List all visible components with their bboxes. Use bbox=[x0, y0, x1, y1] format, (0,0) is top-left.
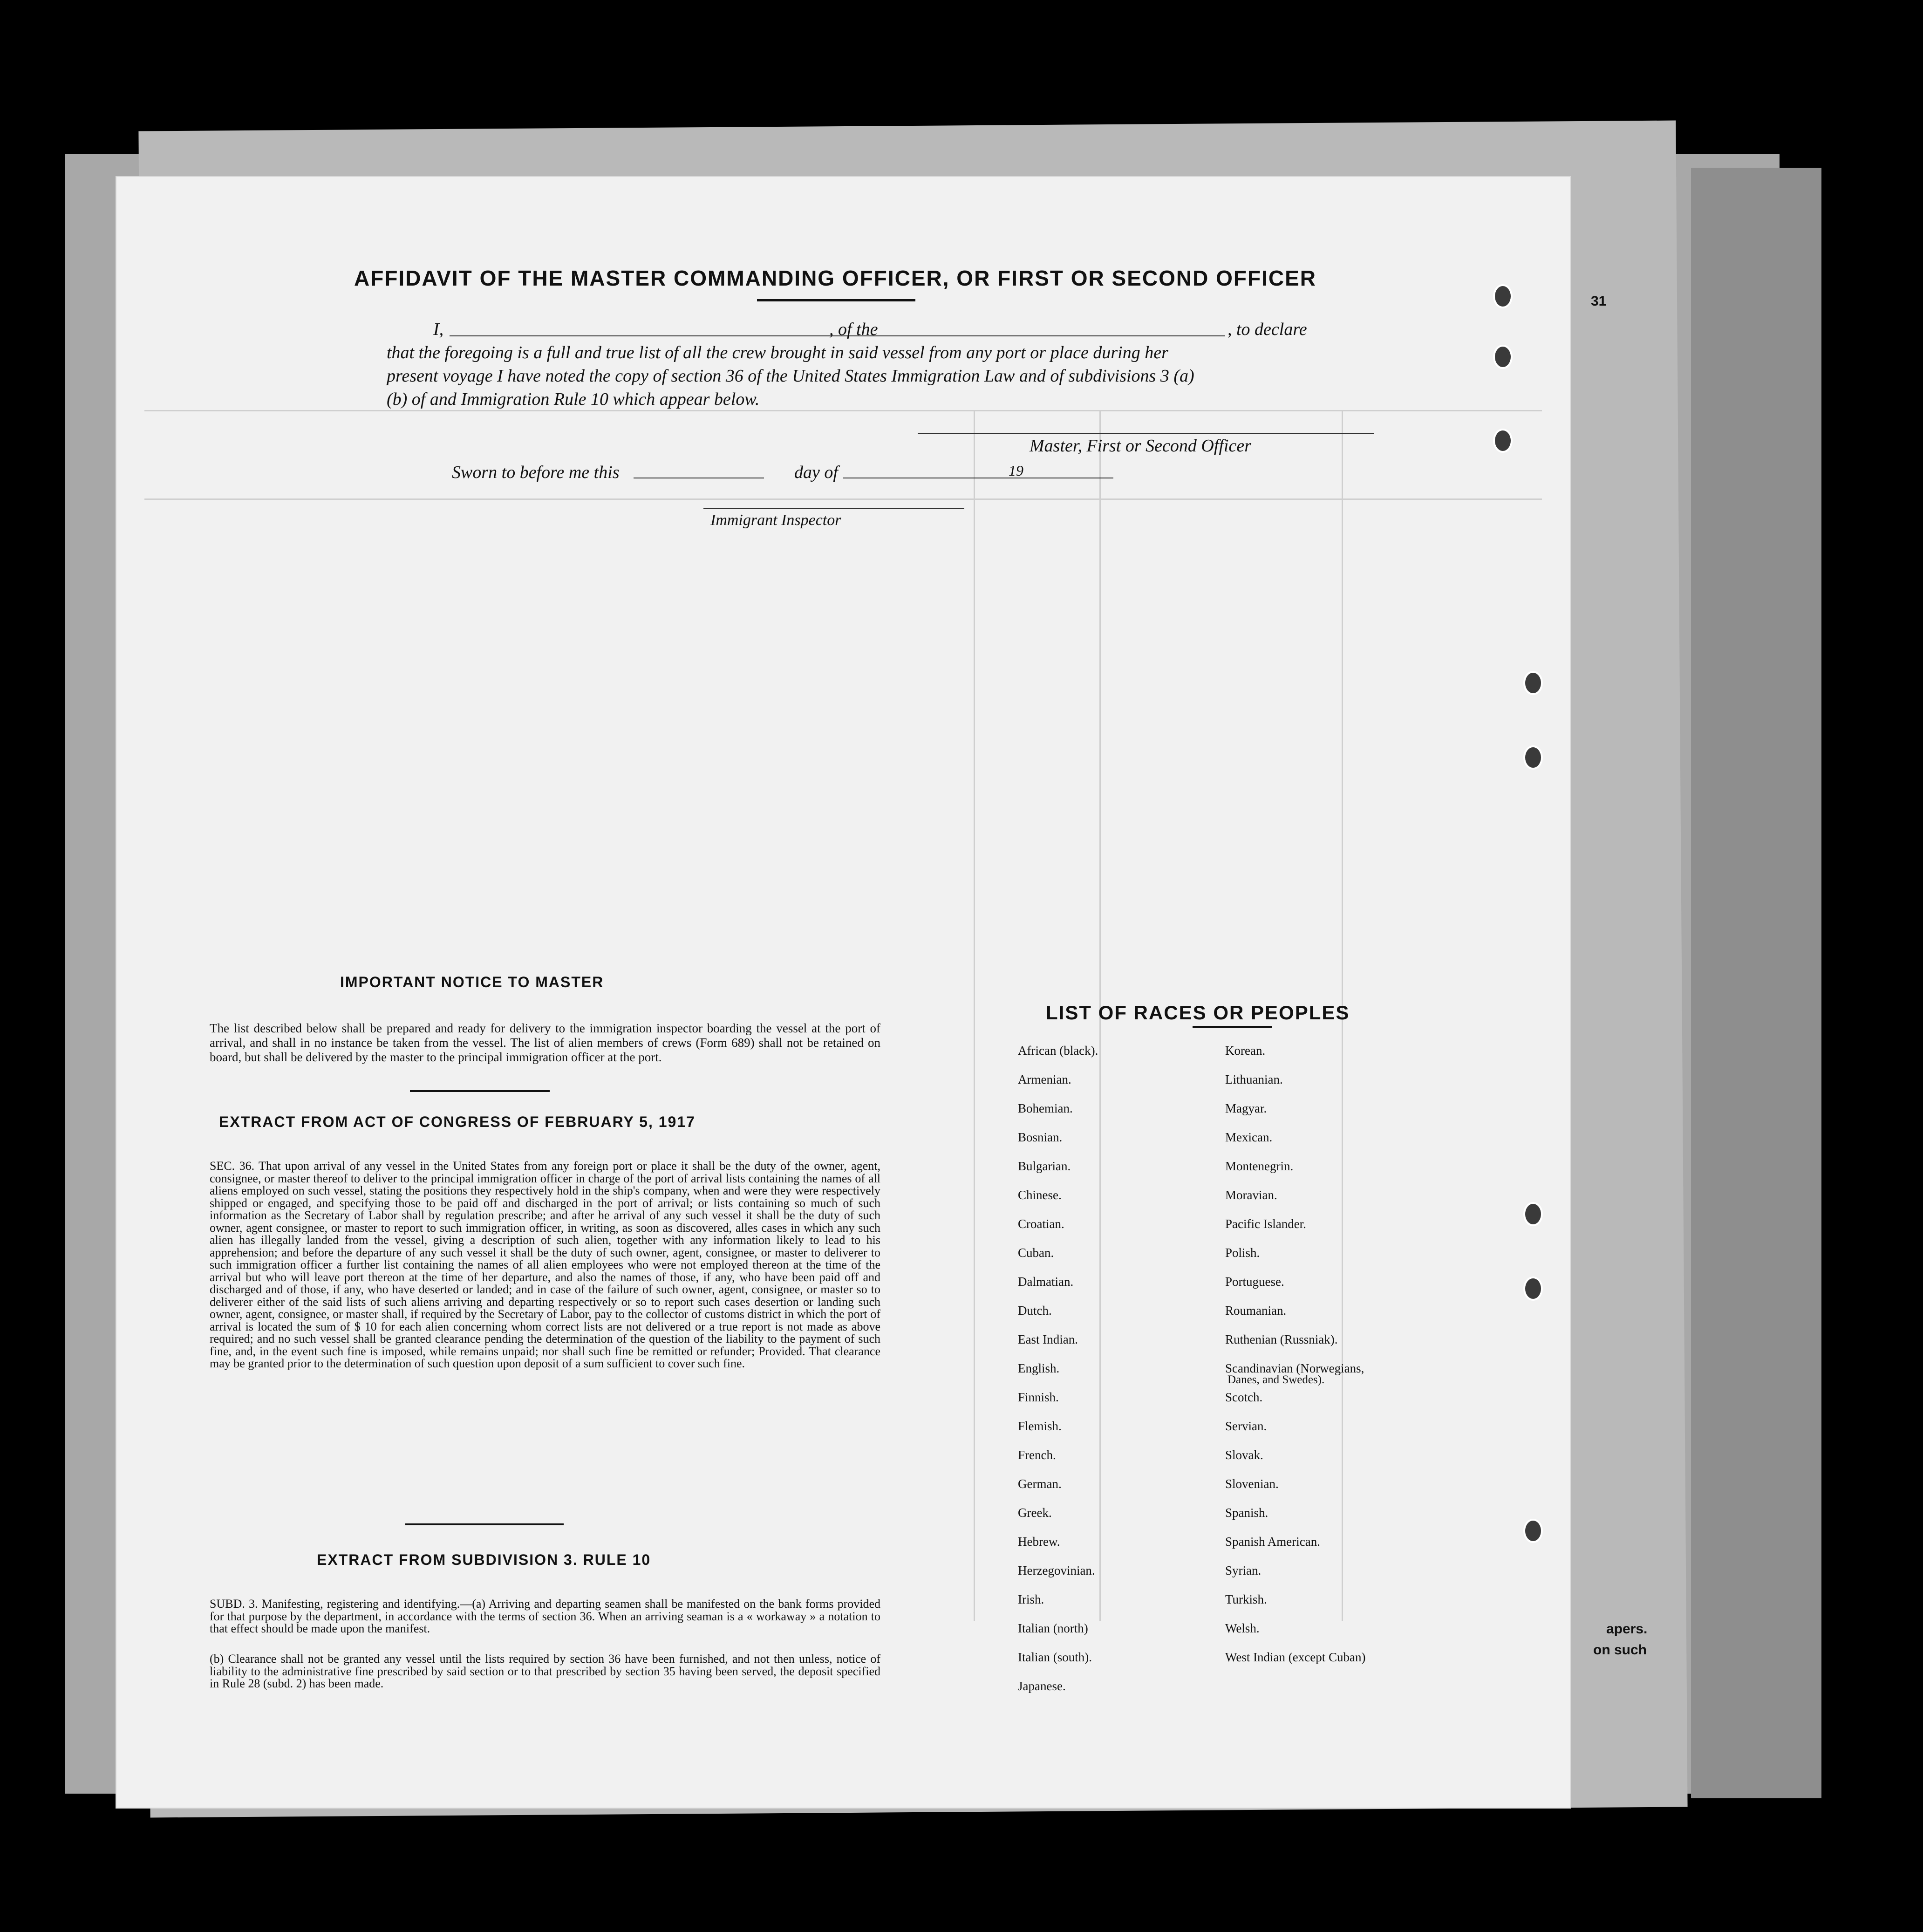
bleed-through-rule bbox=[144, 498, 1542, 500]
race-item: Spanish American. bbox=[1225, 1535, 1320, 1549]
race-item: Roumanian. bbox=[1225, 1304, 1287, 1318]
extract-act-text: SEC. 36. That upon arrival of any vessel in the United States from any foreign port or place it shall be the duty of the owner, agent, consignee, or master thereof to deliver to the principal immigration officer in charge of the port of arrival lists containing the names of all aliens employed on such vessel, stating the positions they respectively hold in the ship's company, when and were they were respectively shipped or engaged, and specifying those to be paid off and discharged in the port of arrival; or lists containing so much of such information as the Secretary of Labor shall by regulation prescribe; and after he arrival of any such vessel it shall be the duty of such owner, agent consignee, or master to report to such immigration officer, in writing, as soon as discovered, alles cases in which any such alien has illegally landed from the vessel, giving a description of such alien, together with any information likely to lead to his apprehension; and before the departure of any such vessel it shall be the duty of such owner, agent, consignee, or master to deliverer to such immigration officer a further list containing the names of all alien employees who were not employed thereon at the time of the arrival but who will leave port thereon at the time of her departure, and also the names of those, if any, who have been paid off and discharged and of those, if any, who have deserted or landed; and in case of the failure of such owner, agent, consignee, or master so to deliverer either of the said lists of such aliens arriving and departing respectively or so to report such cases desertion or landing such owner, agent, consignee, or master shall, if required by the Secretary of Labor, pay to the collector of customs district in which the port of arrival is located the sum of $ 10 for each alien concerning whom correct lists are not delivered or a true report is not made as above required; and no such vessel shall be granted clearance pending the determination of the question of the liability to the payment of such fine, and, in the event such fine is imposed, while remains unpaid; nor shall such fine be remitted or refunder; Provided. That clearance may be granted prior to the determination of such question upon deposit of a sum sufficient to cover such fine. bbox=[210, 1159, 880, 1370]
day-of-label: day of bbox=[794, 463, 838, 482]
extract-rule-text-b: (b) Clearance shall not be granted any vessel until the lists required by section 36 have been furnished, and not then unless, notice of liability to the administrative fine prescribed by said section or to that prescribed by section 35 having been served, the deposit specified in Rule 28 (subd. 2) has been made. bbox=[210, 1652, 880, 1690]
race-item: Herzegovinian. bbox=[1018, 1563, 1095, 1577]
title-underline bbox=[757, 299, 915, 301]
affidavit-line4: (b) of and Immigration Rule 10 which appear below. bbox=[387, 389, 760, 409]
vessel-blank bbox=[908, 335, 1225, 336]
race-item: East Indian. bbox=[1018, 1332, 1078, 1346]
race-item: French. bbox=[1018, 1448, 1056, 1462]
race-item: Flemish. bbox=[1018, 1419, 1062, 1433]
race-item: Japanese. bbox=[1018, 1679, 1066, 1693]
punch-hole bbox=[1523, 1277, 1543, 1301]
race-item: Korean. bbox=[1225, 1044, 1266, 1058]
race-item: Slovenian. bbox=[1225, 1477, 1279, 1491]
race-item: Greek. bbox=[1018, 1506, 1052, 1520]
race-item: Italian (north) bbox=[1018, 1621, 1088, 1635]
race-item: Dutch. bbox=[1018, 1304, 1052, 1318]
race-item: Pacific Islander. bbox=[1225, 1217, 1306, 1231]
race-item: African (black). bbox=[1018, 1044, 1098, 1058]
affidavit-line2: that the foregoing is a full and true list of all the crew brought in said vessel from any port or place during her bbox=[387, 343, 1168, 362]
notice-heading: IMPORTANT NOTICE TO MASTER bbox=[340, 974, 604, 990]
race-item: Dalmatian. bbox=[1018, 1275, 1074, 1289]
master-signature-line bbox=[918, 433, 1374, 434]
bleed-through-rule bbox=[144, 410, 1542, 411]
punch-hole bbox=[1523, 671, 1543, 695]
punch-hole bbox=[1523, 745, 1543, 770]
race-item: Moravian. bbox=[1225, 1188, 1277, 1202]
page-number: 31 bbox=[1591, 294, 1607, 309]
inspector-label: Immigrant Inspector bbox=[710, 512, 841, 529]
sworn-label: Sworn to before me this bbox=[452, 463, 620, 482]
edge-text-papers: apers. bbox=[1606, 1621, 1648, 1637]
affidavit-to-declare: , to declare bbox=[1227, 320, 1307, 339]
year-label: 19 bbox=[1009, 462, 1023, 479]
punch-hole bbox=[1493, 284, 1513, 308]
punch-hole bbox=[1493, 429, 1513, 453]
extract-act-heading: EXTRACT FROM ACT OF CONGRESS OF FEBRUARY 5, 1917 bbox=[219, 1113, 696, 1130]
notice-divider bbox=[410, 1090, 550, 1092]
punch-hole bbox=[1493, 345, 1513, 369]
race-item: Chinese. bbox=[1018, 1188, 1062, 1202]
races-underline bbox=[1193, 1026, 1272, 1028]
race-item: Turkish. bbox=[1225, 1592, 1267, 1606]
race-item: Mexican. bbox=[1225, 1130, 1273, 1144]
race-item: English. bbox=[1018, 1361, 1060, 1375]
race-item: Bulgarian. bbox=[1018, 1159, 1071, 1173]
race-item: Hebrew. bbox=[1018, 1535, 1060, 1549]
race-item: Scotch. bbox=[1225, 1390, 1263, 1404]
inspector-signature-line bbox=[703, 508, 964, 509]
race-scandinavian-cont: Danes, and Swedes). bbox=[1227, 1373, 1325, 1386]
notice-text: The list described below shall be prepared and ready for delivery to the immigration inspector boarding the vessel at the port of arrival, and shall in no instance be taken from the vessel. The list of alien members of crews (Form 689) shall not be retained on board, but shall be delivered by the master to the principal immigration officer at the port. bbox=[210, 1021, 880, 1064]
races-heading: LIST OF RACES OR PEOPLES bbox=[1046, 1002, 1350, 1024]
punch-hole bbox=[1523, 1519, 1543, 1543]
extract-divider bbox=[405, 1523, 564, 1525]
affidavit-i: I, bbox=[433, 320, 444, 339]
race-item: Cuban. bbox=[1018, 1246, 1054, 1260]
race-item: West Indian (except Cuban) bbox=[1225, 1650, 1366, 1664]
affidavit-line3: present voyage I have noted the copy of section 36 of the United States Immigration Law and of subdivisions 3 (a) bbox=[387, 366, 1194, 386]
master-label: Master, First or Second Officer bbox=[1030, 436, 1252, 456]
race-item: Syrian. bbox=[1225, 1563, 1262, 1577]
race-item: Croatian. bbox=[1018, 1217, 1064, 1231]
race-item: Italian (south). bbox=[1018, 1650, 1092, 1664]
race-item: Servian. bbox=[1225, 1419, 1267, 1433]
race-item: Scandinavian (Norwegians, bbox=[1225, 1361, 1364, 1375]
punch-hole bbox=[1523, 1202, 1543, 1226]
race-item: Magyar. bbox=[1225, 1101, 1267, 1115]
affidavit-of-the: , of the bbox=[829, 320, 878, 339]
race-item: Montenegrin. bbox=[1225, 1159, 1294, 1173]
race-item: Bohemian. bbox=[1018, 1101, 1073, 1115]
extract-rule-heading: EXTRACT FROM SUBDIVISION 3. RULE 10 bbox=[317, 1551, 651, 1568]
race-item: Portuguese. bbox=[1225, 1275, 1284, 1289]
affidavit-title: AFFIDAVIT OF THE MASTER COMMANDING OFFICER, OR FIRST OR SECOND OFFICER bbox=[354, 266, 1316, 290]
race-item: Spanish. bbox=[1225, 1506, 1268, 1520]
extract-rule-text-a: SUBD. 3. Manifesting, registering and identifying.—(a) Arriving and departing seamen shall be manifested on the bank forms provided for that purpose by the department, in accordance with the terms of section 36. When an arriving seaman is a « workaway » a notation to that effect should be made upon the manifest. bbox=[210, 1597, 880, 1635]
race-item: German. bbox=[1018, 1477, 1062, 1491]
race-item: Lithuanian. bbox=[1225, 1072, 1283, 1086]
affidavit-page bbox=[116, 177, 1570, 1808]
race-item: Polish. bbox=[1225, 1246, 1260, 1260]
right-edge-strip bbox=[1691, 168, 1821, 1798]
race-item: Bosnian. bbox=[1018, 1130, 1063, 1144]
race-item: Finnish. bbox=[1018, 1390, 1059, 1404]
name-blank bbox=[450, 335, 967, 336]
race-item: Armenian. bbox=[1018, 1072, 1071, 1086]
race-item: Irish. bbox=[1018, 1592, 1044, 1606]
race-item: Welsh. bbox=[1225, 1621, 1260, 1635]
race-item: Ruthenian (Russniak). bbox=[1225, 1332, 1338, 1346]
edge-text-on-such: on such bbox=[1593, 1642, 1647, 1658]
race-item: Slovak. bbox=[1225, 1448, 1263, 1462]
bleed-through-rule bbox=[974, 410, 975, 1621]
